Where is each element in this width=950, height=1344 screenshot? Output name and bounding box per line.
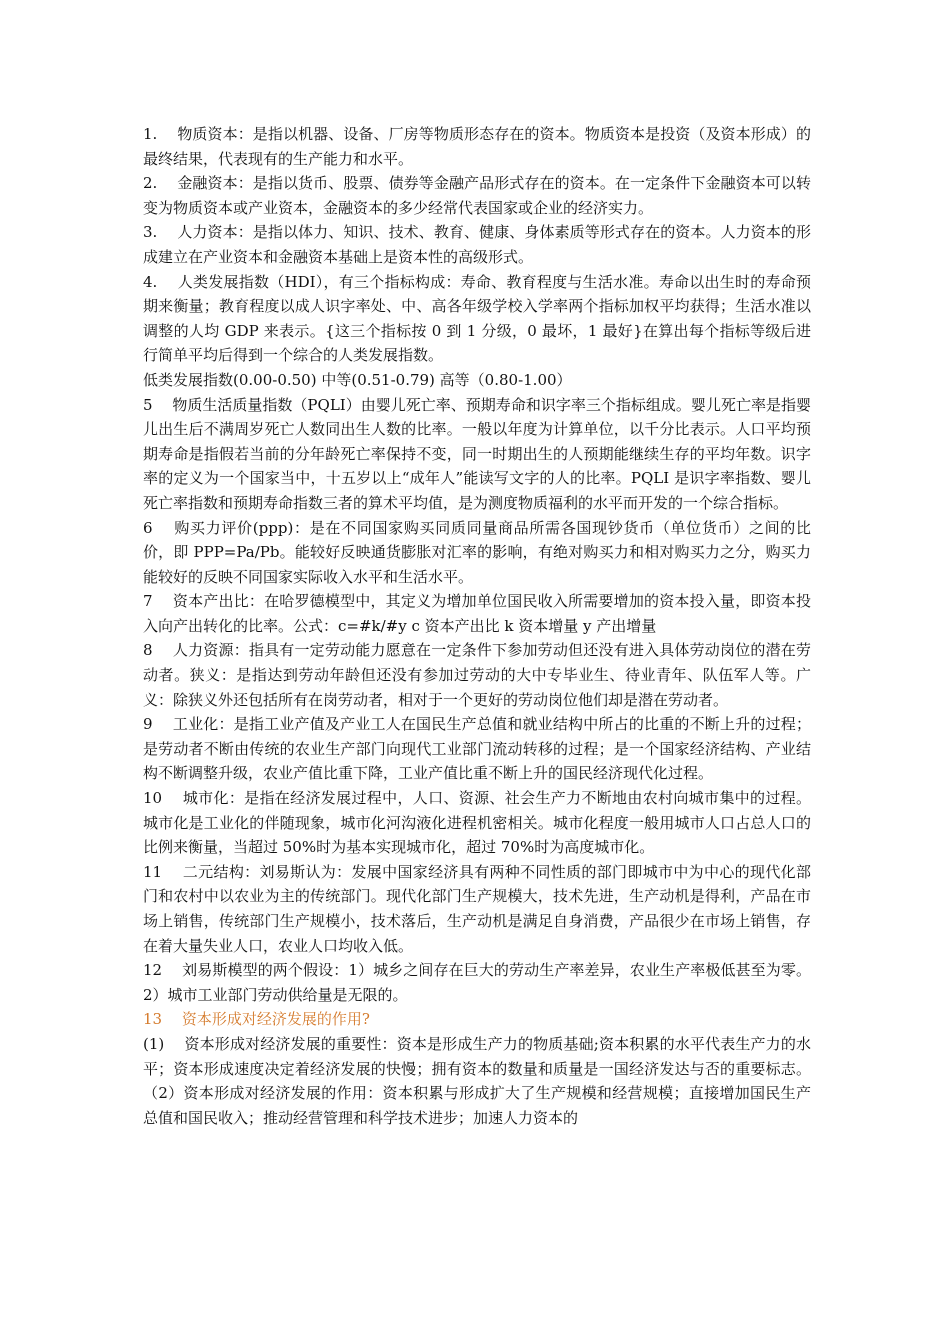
paragraph-financial-capital: 2. 金融资本：是指以货币、股票、债券等金融产品形式存在的资本。在一定条件下金融资本可以转变为物质资本或产业资本，金融资本的多少经常代表国家或企业的经济实力。: [143, 174, 811, 217]
paragraph-human-resources: 8 人力资源：指具有一定劳动能力愿意在一定条件下参加劳动但还没有进入具体劳动岗位的潜在劳动者。狭义：是指达到劳动年龄但还没有参加过劳动的大中专毕业生、待业青年、队伍军人等。广义：除狭义外还包括所有在岗劳动者，相对于一个更好的劳动岗位他们却是潜在劳动者。: [143, 641, 811, 709]
paragraph-physical-capital: 1. 物质资本：是指以机器、设备、厂房等物质形态存在的资本。物质资本是投资（及资本形成）的最终结果，代表现有的生产能力和水平。: [143, 125, 811, 168]
paragraph-capital-formation: (1) 资本形成对经济发展的重要性：资本是形成生产力的物质基础;资本积累的水平代表生产力的水平；资本形成速度决定着经济发展的快慢；拥有资本的数量和质量是一国经济发达与否的重要标志。（2）资本形成对经济发展的作用：资本积累与形成扩大了生产规模和经营规模；直接增加国民生产总值和国民收入；推动经营管理和科学技术进步；加速人力资本的: [143, 1034, 811, 1127]
paragraph-hdi-levels: 低类发展指数(0.00-0.50) 中等(0.51-0.79) 高等（0.80-1.00）: [143, 370, 572, 389]
paragraph-capital-output-ratio: 7 资本产出比：在哈罗德模型中，其定义为增加单位国民收入所需要增加的资本投入量，即资本投入向产出转化的比率。公式：c=#k/#y c 资本产出比 k 资本增量 y 产出增量: [143, 592, 811, 635]
paragraph-hdi: 4. 人类发展指数（HDI），有三个指标构成：寿命、教育程度与生活水准。寿命以出生时的寿命预期来衡量；教育程度以成人识字率处、中、高各年级学校入学率两个指标加权平均获得；生活水准以调整的人均 GDP 来表示。{这三个指标按 0 到 1 分级，0 最坏，1 最好}在算出每个指标等级后进行简单平均后得到一个综合的人类发展指数。: [143, 272, 811, 365]
paragraph-human-capital: 3. 人力资本：是指以体力、知识、技术、教育、健康、身体素质等形式存在的资本。人力资本的形成建立在产业资本和金融资本基础上是资本性的高级形式。: [143, 223, 811, 266]
paragraph-industrialization: 9 工业化：是指工业产值及产业工人在国民生产总值和就业结构中所占的比重的不断上升的过程；是劳动者不断由传统的农业生产部门向现代工业部门流动转移的过程；是一个国家经济结构、产业结构不断调整升级，农业产值比重下降，工业产值比重不断上升的国民经济现代化过程。: [143, 715, 811, 783]
paragraph-lewis-assumptions: 12 刘易斯模型的两个假设：1）城乡之间存在巨大的劳动生产率差异，农业生产率极低甚至为零。2）城市工业部门劳动供给量是无限的。: [143, 961, 811, 1004]
paragraph-urbanization: 10 城市化：是指在经济发展过程中，人口、资源、社会生产力不断地由农村向城市集中的过程。城市化是工业化的伴随现象，城市化河沟液化进程机密相关。城市化程度一般用城市人口占总人口的比例来衡量，当超过 50%时为基本实现城市化，超过 70%时为高度城市化。: [143, 789, 811, 857]
paragraph-pqli: 5 物质生活质量指数（PQLI）由婴儿死亡率、预期寿命和识字率三个指标组成。婴儿死亡率是指婴儿出生后不满周岁死亡人数同出生人数的比率。一般以年度为计算单位，以千分比表示。人口平均预期寿命是指假若当前的分年龄死亡率保持不变，同一时期出生的人预期能继续生存的平均年数。识字率的定义为一个国家当中，十五岁以上“成年人”能读写文字的人的比率。PQLI 是识字率指数、婴儿死亡率指数和预期寿命指数三者的算术平均值，是为测度物质福利的水平而开发的一个综合指标。: [143, 395, 811, 512]
paragraph-dual-structure: 11 二元结构：刘易斯认为：发展中国家经济具有两种不同性质的部门即城市中为中心的现代化部门和农村中以农业为主的传统部门。现代化部门生产规模大，技术先进，生产动机是得利，产品在市场上销售，传统部门生产规模小，技术落后，生产动机是满足自身消费，产品很少在市场上销售，存在着大量失业人口，农业人口均收入低。: [143, 862, 811, 955]
section-heading-capital-formation: 13 资本形成对经济发展的作用?: [143, 1010, 370, 1029]
document-body: [143, 122, 811, 1130]
paragraph-ppp: 6 购买力评价(ppp)：是在不同国家购买同质同量商品所需各国现钞货币（单位货币）之间的比价，即 PPP=Pa/Pb。能较好反映通货膨胀对汇率的影响，有绝对购买力和相对购买力之分，购买力能较好的反映不同国家实际收入水平和生活水平。: [143, 518, 811, 586]
